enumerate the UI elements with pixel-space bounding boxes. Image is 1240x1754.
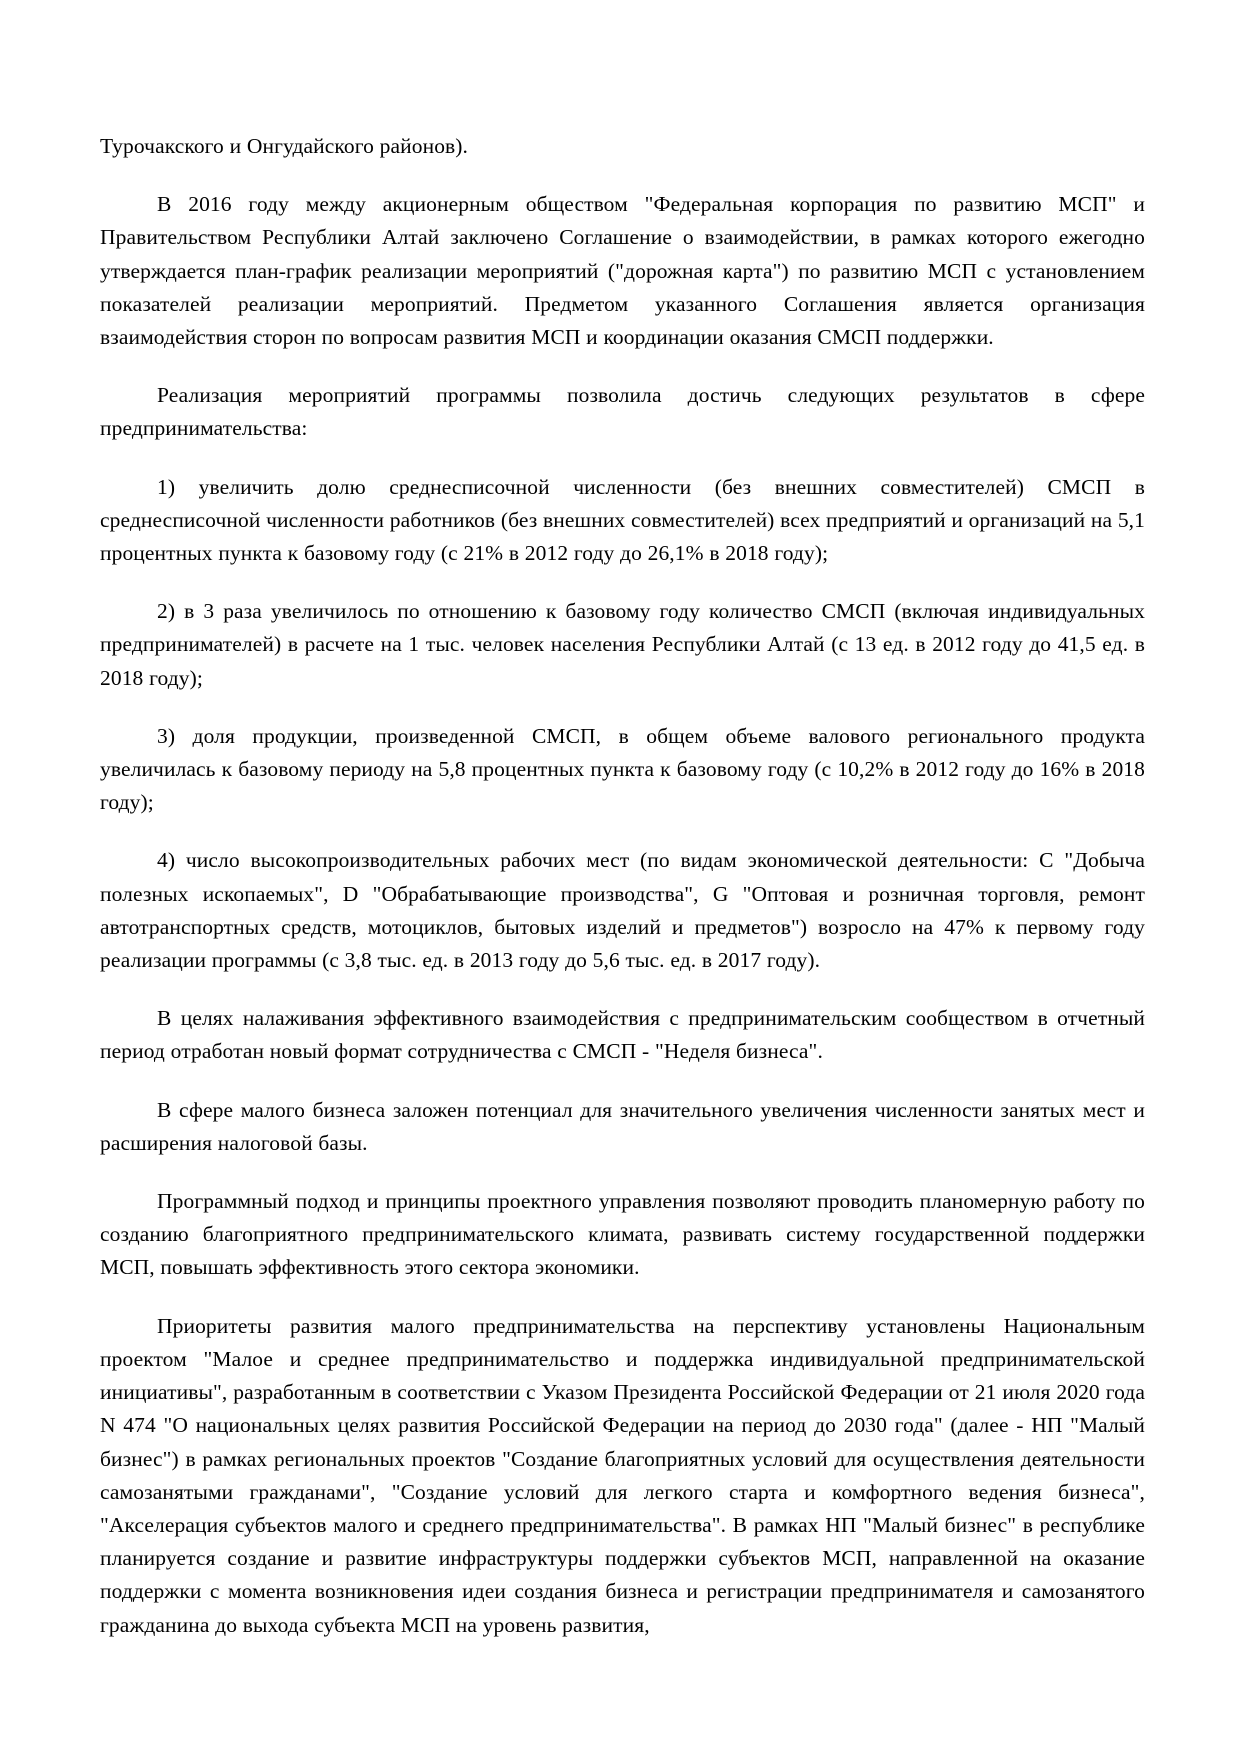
paragraph-spacer <box>100 1160 1145 1185</box>
paragraph-spacer <box>100 1069 1145 1094</box>
paragraph-spacer <box>100 1285 1145 1310</box>
paragraph-priorities-national-project: Приоритеты развития малого предпринимательства на перспективу установлены Национальным проектом "Малое и среднее предпринимательство и поддержка индивидуальной предпринимательской инициативы", разработанным в соответствии с Указом Президента Российской Федерации от 21 июля 2020 года N 474 "О национальных целях развития Российской Федерации на период до 2030 года" (далее - НП "Малый бизнес") в рамках региональных проектов "Создание благоприятных условий для осуществления деятельности самозанятыми гражданами", "Создание условий для легкого старта и комфортного ведения бизнеса", "Акселерация субъектов малого и среднего предпринимательства". В рамках НП "Малый бизнес" в республике планируется создание и развитие инфраструктуры поддержки субъектов МСП, направленной на оказание поддержки с момента возникновения идеи создания бизнеса и регистрации предпринимателя и самозанятого гражданина до выхода субъекта МСП на уровень развития, <box>100 1313 1145 1637</box>
paragraph-spacer <box>100 819 1145 844</box>
paragraph-business-week: В целях налаживания эффективного взаимодействия с предпринимательским сообществом в отчетный период отработан новый формат сотрудничества с СМСП - "Неделя бизнеса". <box>100 1006 1145 1064</box>
paragraph-spacer <box>100 354 1145 379</box>
paragraph-small-business-potential: В сфере малого бизнеса заложен потенциал для значительного увеличения численности занятых мест и расширения налоговой базы. <box>100 1097 1145 1155</box>
paragraph-spacer <box>100 446 1145 471</box>
list-item-result-3: 3) доля продукции, произведенной СМСП, в общем объеме валового регионального продукта увеличилась к базовому периоду на 5,8 процентных пункта к базовому году (с 10,2% в 2012 году до 16% в 2018 году); <box>100 723 1145 815</box>
paragraph-program-approach: Программный подход и принципы проектного управления позволяют проводить планомерную работу по созданию благоприятного предпринимательского климата, развивать систему государственной поддержки МСП, повышать эффективность этого сектора экономики. <box>100 1189 1145 1280</box>
paragraph-agreement-2016: В 2016 году между акционерным обществом "Федеральная корпорация по развитию МСП" и Правительством Республики Алтай заключено Соглашение о взаимодействии, в рамках которого ежегодно утверждается план-график реализации мероприятий ("дорожная карта") по развитию МСП с установлением показателей реализации мероприятий. Предметом указанного Соглашения является организация взаимодействия сторон по вопросам развития МСП и координации оказания СМСП поддержки. <box>100 192 1145 350</box>
list-item-result-4: 4) число высокопроизводительных рабочих мест (по видам экономической деятельности: C "Добыча полезных ископаемых", D "Обрабатывающие производства", G "Оптовая и розничная торговля, ремонт автотранспортных средств, мотоциклов, бытовых изделий и предметов") возросло на 47% к первому году реализации программы (с 3,8 тыс. ед. в 2013 году до 5,6 тыс. ед. в 2017 году). <box>100 848 1145 973</box>
paragraph-results-intro: Реализация мероприятий программы позволила достичь следующих результатов в сфере предпринимательства: <box>100 383 1145 441</box>
document-body <box>100 130 1145 1642</box>
list-item-result-1: 1) увеличить долю среднесписочной численности (без внешних совместителей) СМСП в среднесписочной численности работников (без внешних совместителей) всех предприятий и организаций на 5,1 процентных пункта к базовому году (с 21% в 2012 году до 26,1% в 2018 году); <box>100 474 1145 566</box>
list-item-result-2: 2) в 3 раза увеличилось по отношению к базовому году количество СМСП (включая индивидуальных предпринимателей) в расчете на 1 тыс. человек населения Республики Алтай (с 13 ед. в 2012 году до 41,5 ед. в 2018 году); <box>100 599 1145 690</box>
paragraph-spacer <box>100 570 1145 595</box>
paragraph-spacer <box>100 695 1145 720</box>
paragraph-spacer <box>100 163 1145 188</box>
paragraph-spacer <box>100 977 1145 1002</box>
paragraph-continuation-line: Турочакского и Онгудайского районов). <box>100 134 469 158</box>
